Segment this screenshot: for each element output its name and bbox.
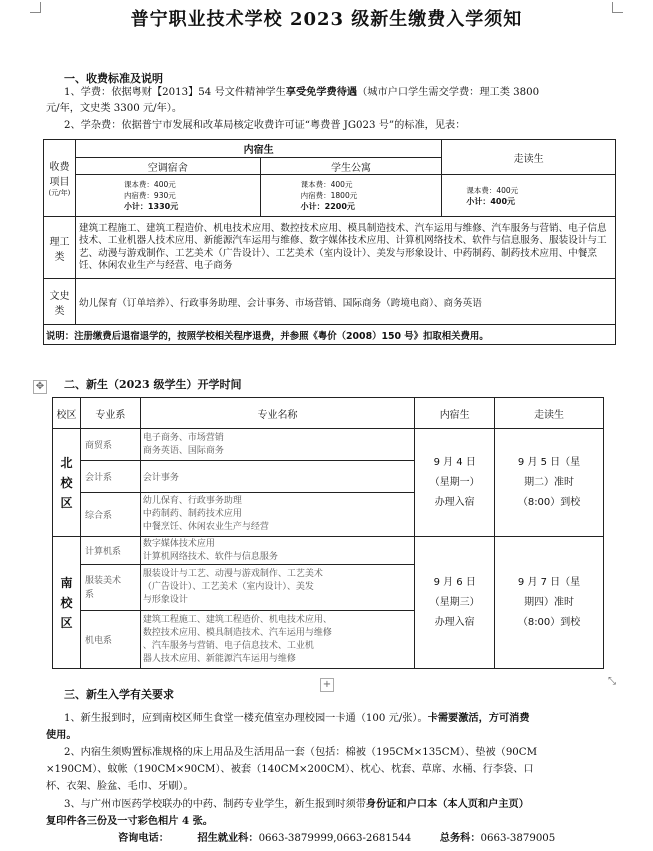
- student-apt-fees: [260, 175, 442, 217]
- ac-dorm-header: 空调宿舍: [75, 158, 260, 175]
- major-line: 数控技术应用、模具制造技术、汽车运用与维修: [142, 627, 332, 638]
- table-move-handle-icon[interactable]: ✥: [33, 380, 47, 394]
- day-student-fees: [442, 175, 616, 217]
- dept-comprehensive: 综合系: [80, 493, 140, 537]
- dept-business: 商贸系: [80, 429, 140, 461]
- req3-bold: 身份证和户口本（本人页和户主页）: [365, 798, 529, 810]
- major-line: 中餐烹饪、休闲农业生产与经营: [142, 522, 269, 532]
- fee-line: 内宿费：1800元: [300, 191, 358, 200]
- req1-text: 1、新生报到时，应到南校区师生食堂一楼充值室办理校园一卡通（100 元/张）。: [64, 713, 428, 724]
- day-student-header: 走读生: [442, 140, 616, 175]
- south-campus-label: 南校区: [60, 575, 73, 630]
- section1-paragraph2: 2、学杂费：依据普宁市发展和改革局核定收费许可证“粤费普 JG023 号”的标准，见表：: [64, 120, 466, 131]
- north-campus: [53, 429, 81, 537]
- fee-subtotal: 小计：1330元: [123, 202, 179, 211]
- requirement-1: [64, 710, 634, 727]
- south-day-time: [495, 537, 604, 669]
- item-label: 项目: [49, 177, 70, 188]
- requirement-2-line3: 杯、衣架、脸盆、毛巾、牙刷）。: [46, 781, 194, 792]
- fee-note: 说明：注册缴费后退宿退学的，按照学校相关程序退费，并参照《粤价（2008）150 号》扣取相关费用。: [44, 325, 616, 345]
- major-line: 器人技术应用、新能源汽车运用与维修: [142, 653, 296, 664]
- header-day: 走读生: [495, 398, 604, 429]
- majors-business: [140, 429, 414, 461]
- south-campus: [53, 537, 81, 669]
- arts-category: [44, 279, 76, 325]
- requirement-3-cont: 复印件各三份及一寸彩色相片 4 张。: [46, 815, 213, 827]
- south-boarder-time: [415, 537, 495, 669]
- p1-text: 1、学费：依据粤财【2013】54 号文件精神学生: [64, 87, 286, 98]
- time-line: （8:00）到校: [517, 496, 581, 508]
- majors-mech: [140, 611, 414, 669]
- major-line: 中药制药、制药技术应用: [142, 509, 242, 519]
- fee-table: [43, 139, 616, 345]
- category-label: 文史: [49, 290, 70, 302]
- major-line: 服装设计与工艺、动漫与游戏制作、工艺美术: [142, 569, 323, 579]
- majors-computer: [140, 537, 414, 565]
- general-phone: 0663-3879005: [480, 833, 556, 844]
- time-line: 办理入宿: [434, 616, 475, 628]
- fee-line: 课本费：400元: [123, 180, 176, 189]
- major-line: 、汽车服务与营销、电子信息技术、工业机: [142, 640, 314, 651]
- time-line: 期四）准时: [524, 596, 575, 608]
- time-line: 期二）准时: [524, 476, 575, 488]
- dept-computer: 计算机系: [80, 537, 140, 565]
- item-unit: (元/年): [48, 189, 71, 197]
- general-label: 总务科：: [439, 832, 481, 844]
- fee-line: 课本费：400元: [300, 180, 353, 189]
- major-line: 电子商务、市场营销: [142, 432, 224, 443]
- contact-label: 咨询电话：: [118, 832, 169, 844]
- p1-bold: 享受免学费待遇: [285, 86, 358, 98]
- fee-item-header: [44, 140, 76, 217]
- student-apt-header: 学生公寓: [260, 158, 442, 175]
- p1-text-cont: （城市户口学生需交学费：理工类 3800: [357, 87, 540, 98]
- section2-heading: 二、新生（2023 级学生）开学时间: [64, 378, 242, 391]
- north-day-time: [495, 429, 604, 537]
- requirement-3: [64, 796, 639, 813]
- time-line: 办理入宿: [434, 496, 475, 508]
- time-line: （星期一）: [429, 476, 480, 488]
- requirement-2-line1: 2、内宿生须购置标准规格的床上用品及生活用品一套（包括：棉被（195CM×135CM）、垫被（90CM: [64, 747, 538, 758]
- majors-fashion: [140, 565, 414, 611]
- majors-accounting: 会计事务: [140, 461, 414, 493]
- page-title: 普宁职业技术学校 2023 级新生缴费入学须知: [130, 9, 523, 30]
- admissions-label: 招生就业科：: [197, 832, 259, 844]
- time-line: （8:00）到校: [517, 616, 581, 628]
- header-major: 专业名称: [140, 398, 414, 429]
- item-label: 收费: [49, 162, 70, 173]
- dept-fashion: [80, 565, 140, 611]
- section3-heading: 三、新生入学有关要求: [64, 688, 174, 701]
- add-row-icon[interactable]: +: [320, 678, 334, 692]
- admissions-phone: 0663-3879999,0663-2681544: [258, 833, 412, 844]
- header-dept: 专业系: [80, 398, 140, 429]
- category-label: 类: [54, 251, 65, 263]
- dept-line: 系: [84, 589, 94, 600]
- major-line: 计算机网络技术、软件与信息服务: [142, 551, 278, 562]
- category-label: 类: [54, 305, 65, 317]
- resize-handle-icon[interactable]: ⤡: [608, 676, 616, 687]
- req3-text: 3、与广州市医药学校联办的中药、制药专业学生，新生报到时须带: [64, 799, 366, 810]
- major-line: 建筑工程施工、建筑工程造价、机电技术应用、: [142, 614, 332, 625]
- fee-line: 课本费：400元: [466, 185, 519, 195]
- time-line: 9 月 6 日: [433, 576, 476, 588]
- sci-category: [44, 217, 76, 279]
- dept-mech: 机电系: [80, 611, 140, 669]
- req1-bold: 卡需要激活，方可消费: [427, 712, 530, 724]
- footer-contact: [118, 830, 555, 847]
- north-campus-label: 北校区: [60, 455, 73, 510]
- major-line: 数字媒体技术应用: [142, 538, 215, 549]
- requirement-2-line2: ×190CM）、蚊帐（190CM×90CM）、被套（140CM×200CM）、枕心、枕套、草席、水桶、行李袋、口: [46, 764, 534, 775]
- dept-accounting: 会计系: [80, 461, 140, 493]
- sci-majors: 建筑工程施工、建筑工程造价、机电技术应用、数控技术应用、模具制造技术、汽车运用与维修、汽车服务与营销、电子信息技术、工业机器人技术应用、新能源汽车运用与维修、数字媒体技术应用、计算机网络技术、软件与信息服务、服装设计与工艺、动漫与游戏制作、工艺美术（广告设计）、工艺美术（室内设计）、美发与形象设计、中药制药、制药技术应用、中餐烹饪、休闲农业生产与经营、电子商务: [75, 217, 615, 279]
- section1-heading: 一、收费标准及说明: [64, 72, 163, 85]
- arts-majors: 幼儿保育（订单培养）、行政事务助理、会计事务、市场营销、国际商务（跨境电商）、商务英语: [75, 279, 615, 325]
- fee-subtotal: 小计：2200元: [300, 202, 355, 211]
- major-line: （广告设计）、工艺美术（室内设计）、美发: [142, 582, 314, 592]
- schedule-table: [52, 397, 604, 669]
- major-line: 与形象设计: [142, 595, 188, 605]
- time-line: 9 月 5 日（星: [517, 456, 581, 468]
- section1-paragraph1: [64, 84, 624, 101]
- time-line: 9 月 4 日: [433, 456, 476, 468]
- majors-comprehensive: [140, 493, 414, 537]
- boarder-header: 内宿生: [75, 140, 441, 158]
- fee-line: 内宿费：930元: [123, 191, 176, 200]
- section1-paragraph1-cont: 元/年，文史类 3300 元/年）。: [46, 103, 183, 114]
- header-campus: 校区: [53, 398, 81, 429]
- time-line: （星期三）: [429, 596, 480, 608]
- time-line: 9 月 7 日（星: [517, 576, 581, 588]
- category-label: 理工: [49, 236, 70, 248]
- requirement-1-cont: 使用。: [46, 729, 77, 741]
- fee-subtotal: 小计：400元: [466, 196, 516, 206]
- major-line: 幼儿保育、行政事务助理: [142, 496, 242, 506]
- major-line: 商务英语、国际商务: [142, 445, 224, 456]
- dept-line: 服装美术: [84, 575, 121, 586]
- north-boarder-time: [415, 429, 495, 537]
- ac-dorm-fees: [75, 175, 260, 217]
- header-boarder: 内宿生: [415, 398, 495, 429]
